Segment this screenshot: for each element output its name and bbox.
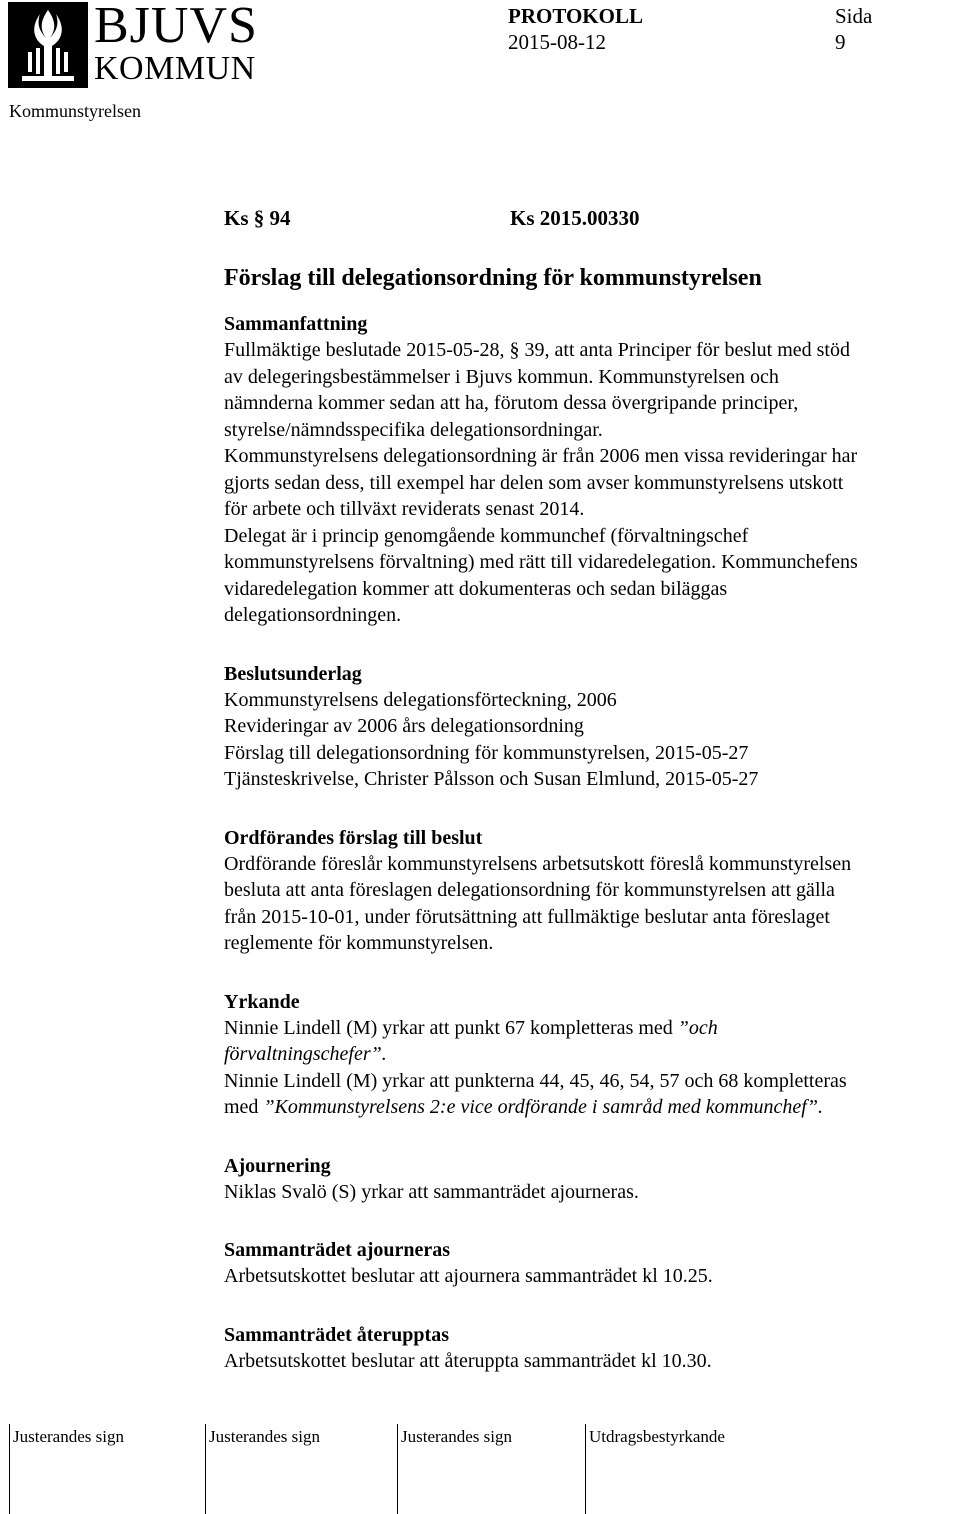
- case-reference: [224, 206, 952, 236]
- section-ordforandes-forslag: [224, 825, 952, 957]
- text-line: av delegeringsbestämmelser i Bjuvs kommun. Kommunstyrelsen och: [224, 365, 779, 388]
- text-line: från 2015-10-01, under förutsättning att fullmäktige beslutar anta föreslaget: [224, 905, 830, 928]
- text-line: Kommunstyrelsens delegationsförteckning, 2006: [224, 688, 617, 711]
- section-heading: Beslutsunderlag: [224, 662, 362, 685]
- text-line: Fullmäktige beslutade 2015-05-28, § 39, att anta Principer för beslut med stöd: [224, 339, 850, 361]
- signature-label: Utdragsbestyrkande: [589, 1427, 725, 1446]
- section-sammanfattning: [224, 311, 952, 629]
- section-heading: Sammanträdet återupptas: [224, 1323, 449, 1346]
- text-line: kommunstyrelsens förvaltning) med rätt till vidaredelegation. Kommunchefens: [224, 551, 858, 573]
- signature-box-1: [9, 1424, 206, 1514]
- section-heading: Sammanträdet ajourneras: [224, 1239, 451, 1261]
- text-line: delegationsordningen.: [224, 604, 402, 626]
- section-ajournering: [224, 1153, 952, 1206]
- text-line: Niklas Svalö (S) yrkar att sammanträdet ajourneras.: [224, 1180, 639, 1203]
- text-line: Ninnie Lindell (M) yrkar att punkterna 44, 45, 46, 54, 57 och 68 kompletteras: [224, 1069, 847, 1092]
- text-line: Förslag till delegationsordning för kommunstyrelsen, 2015-05-27: [224, 741, 749, 764]
- text-line: Arbetsutskottet beslutar att ajournera sammanträdet kl 10.25.: [224, 1265, 713, 1287]
- case-title: Förslag till delegationsordning för kommunstyrelsen: [224, 265, 762, 291]
- signature-box-2: [205, 1424, 398, 1514]
- document-date: 2015-08-12: [508, 30, 606, 54]
- section-heading: Yrkande: [224, 990, 300, 1013]
- section-yrkande: [224, 989, 952, 1121]
- section-heading: Sammanfattning: [224, 313, 368, 335]
- yrkande-1-quote-start: ”och: [677, 1016, 718, 1039]
- text-line: nämnderna kommer sedan att ha, förutom dessa övergripande principer,: [224, 392, 799, 414]
- text-line: Revideringar av 2006 års delegationsordning: [224, 715, 584, 737]
- text-line: besluta att anta föreslagen delegationsordning för kommunstyrelsen att gälla: [224, 879, 835, 901]
- signature-box-extract: [585, 1424, 786, 1514]
- text-line: styrelse/nämndsspecifika delegationsordningar.: [224, 418, 603, 441]
- text-line: [224, 1015, 952, 1042]
- section-sammantradet-ajourneras: [224, 1237, 952, 1290]
- section-sammantradet-aterupptas: [224, 1322, 952, 1375]
- signature-footer: [0, 1424, 960, 1514]
- municipality-logo: [8, 0, 258, 88]
- organization-name: Kommunstyrelsen: [9, 101, 141, 121]
- section-beslutsunderlag: [224, 661, 952, 793]
- section-heading: Ordförandes förslag till beslut: [224, 826, 483, 849]
- text-line: vidaredelegation kommer att dokumenteras och sedan biläggas: [224, 577, 728, 600]
- text-line: Tjänsteskrivelse, Christer Pålsson och Susan Elmlund, 2015-05-27: [224, 768, 759, 790]
- signature-box-3: [397, 1424, 586, 1514]
- yrkande-1-text: Ninnie Lindell (M) yrkar att punkt 67 kompletteras med: [224, 1016, 678, 1039]
- page-number: 9: [835, 30, 846, 54]
- page-label: Sida: [835, 4, 873, 28]
- diary-number: Ks 2015.00330: [510, 206, 640, 230]
- yrkande-1-quote-end: förvaltningschefer”.: [224, 1043, 387, 1065]
- section-heading: Ajournering: [224, 1154, 331, 1177]
- yrkande-2-prefix: med: [224, 1096, 264, 1118]
- logo-wordmark-kommun: KOMMUN: [94, 50, 256, 87]
- signature-label: Justerandes sign: [13, 1427, 124, 1446]
- text-line: för arbete och tillväxt reviderats senast 2014.: [224, 498, 585, 520]
- logo-wordmark-bjuvs: BJUVS: [94, 0, 258, 54]
- text-line: Kommunstyrelsens delegationsordning är från 2006 men vissa revideringar har: [224, 445, 858, 467]
- yrkande-2-quote: ”Kommunstyrelsens 2:e vice ordförande i samråd med kommunchef”.: [263, 1096, 823, 1118]
- protocol-body: [224, 206, 952, 1374]
- paragraph-number: Ks § 94: [224, 206, 291, 230]
- text-line: Delegat är i princip genomgående kommunchef (förvaltningschef: [224, 524, 749, 547]
- signature-label: Justerandes sign: [401, 1427, 512, 1446]
- signature-label: Justerandes sign: [209, 1427, 320, 1446]
- torch-emblem-icon: [8, 2, 88, 88]
- text-line: gjorts sedan dess, till exempel har delen som avser kommunstyrelsens utskott: [224, 471, 844, 494]
- text-line: Ordförande föreslår kommunstyrelsens arbetsutskott föreslå kommunstyrelsen: [224, 852, 852, 875]
- text-line: Arbetsutskottet beslutar att återuppta sammanträdet kl 10.30.: [224, 1349, 712, 1372]
- text-line: [224, 1094, 952, 1121]
- text-line: reglemente för kommunstyrelsen.: [224, 932, 494, 954]
- document-type: PROTOKOLL: [508, 4, 643, 28]
